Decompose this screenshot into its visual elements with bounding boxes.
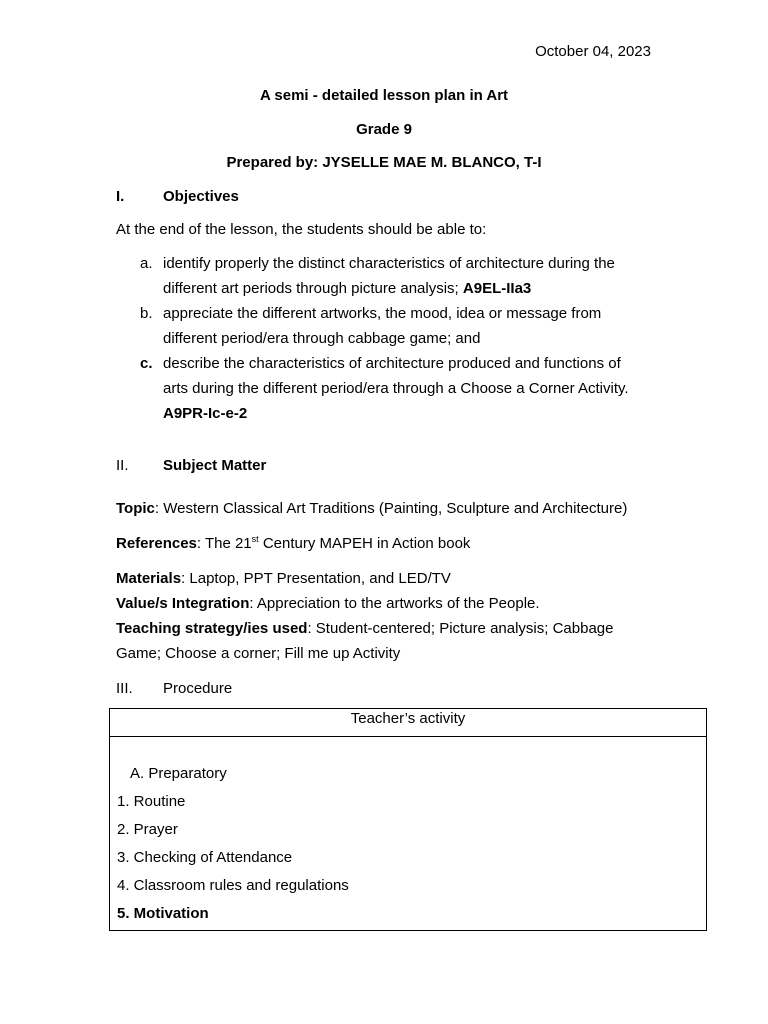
teaching-strategy-continued: Game; Choose a corner; Fill me up Activity bbox=[116, 645, 401, 662]
section-number-objectives: I. bbox=[116, 188, 125, 205]
objective-text: different period/era through cabbage game; and bbox=[163, 330, 481, 347]
materials-field bbox=[116, 570, 451, 587]
field-label: Topic bbox=[116, 500, 155, 517]
objective-text: identify properly the distinct characteristics of architecture during the bbox=[163, 255, 615, 272]
procedure-table bbox=[109, 708, 707, 931]
procedure-step: 1. Routine bbox=[117, 793, 186, 810]
preparatory-heading: A. Preparatory bbox=[130, 765, 227, 782]
document-title: A semi - detailed lesson plan in Art bbox=[259, 87, 509, 104]
section-title-objectives: Objectives bbox=[163, 188, 239, 205]
field-value: : Laptop, PPT Presentation, and LED/TV bbox=[181, 570, 451, 587]
field-value: : Student-centered; Picture analysis; Cabbage bbox=[307, 620, 614, 637]
table-header: Teacher’s activity bbox=[110, 709, 706, 737]
section-number-subject-matter: II. bbox=[116, 457, 129, 474]
objective-text-continued bbox=[163, 280, 531, 297]
prepared-by: Prepared by: JYSELLE MAE M. BLANCO, T-I bbox=[226, 154, 542, 171]
objective-text: appreciate the different artworks, the mood, idea or message from bbox=[163, 305, 602, 322]
procedure-step: 3. Checking of Attendance bbox=[117, 849, 293, 866]
field-label: Value/s Integration bbox=[116, 595, 250, 612]
objective-letter: c. bbox=[140, 355, 153, 372]
document-date: October 04, 2023 bbox=[535, 43, 651, 60]
objective-letter: a. bbox=[140, 255, 153, 272]
teaching-strategy-field bbox=[116, 620, 613, 637]
section-title-subject-matter: Subject Matter bbox=[163, 457, 267, 474]
objective-text: describe the characteristics of architecture produced and functions of bbox=[163, 355, 621, 372]
objective-letter: b. bbox=[140, 305, 153, 322]
grade-level: Grade 9 bbox=[356, 121, 412, 138]
ordinal-suffix: st bbox=[251, 534, 259, 544]
field-label: Teaching strategy/ies used bbox=[116, 620, 308, 637]
objective-text: different art periods through picture analysis; bbox=[163, 280, 463, 297]
section-number-procedure: III. bbox=[116, 680, 133, 697]
field-label: References bbox=[116, 535, 197, 552]
objectives-intro: At the end of the lesson, the students should be able to: bbox=[116, 221, 487, 238]
motivation-step: 5. Motivation bbox=[117, 905, 209, 922]
objective-text: arts during the different period/era through a Choose a Corner Activity. bbox=[163, 380, 629, 397]
field-value: : Western Classical Art Traditions (Painting, Sculpture and Architecture) bbox=[154, 500, 628, 517]
procedure-step: 2. Prayer bbox=[117, 821, 178, 838]
section-title-procedure: Procedure bbox=[163, 680, 233, 697]
field-label: Materials bbox=[116, 570, 182, 587]
competency-code: A9EL-IIa3 bbox=[462, 280, 532, 297]
topic-field bbox=[116, 500, 627, 517]
field-value: Century MAPEH in Action book bbox=[258, 535, 471, 552]
field-value: : Appreciation to the artworks of the People. bbox=[249, 595, 540, 612]
procedure-step: 4. Classroom rules and regulations bbox=[117, 877, 349, 894]
values-integration-field bbox=[116, 595, 540, 612]
field-value: : The 21 bbox=[196, 535, 252, 552]
competency-code: A9PR-Ic-e-2 bbox=[163, 405, 248, 422]
references-field bbox=[116, 535, 470, 552]
